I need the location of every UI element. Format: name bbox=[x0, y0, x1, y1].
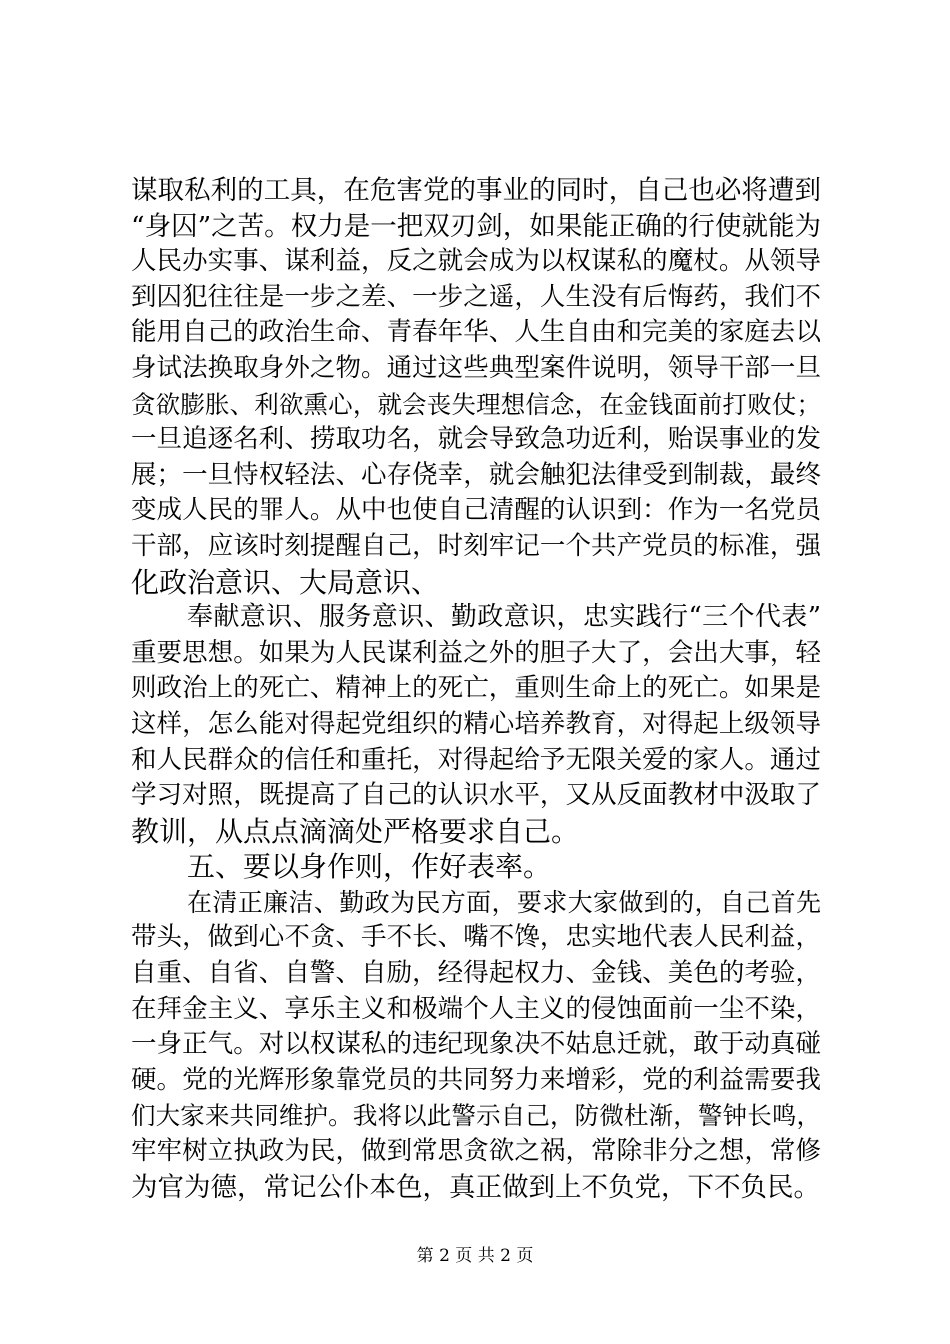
text-line: 奉献意识、服务意识、勤政意识，忠实践行“三个代表” bbox=[187, 602, 821, 633]
text-line: 学习对照，既提高了自己的认识水平，又从反面教材中汲取了 bbox=[131, 780, 821, 811]
text-line: 硬。党的光辉形象靠党员的共同努力来增彩，党的利益需要我 bbox=[131, 1064, 821, 1095]
text-line: “身囚”之苦。权力是一把双刃剑，如果能正确的行使就能为 bbox=[131, 210, 821, 242]
page-footer: 第 2 页 共 2 页 bbox=[416, 1246, 534, 1266]
text-line: 在清正廉洁、勤政为民方面，要求大家做到的，自己首先 bbox=[187, 887, 821, 917]
text-line: 在拜金主义、享乐主义和极端个人主义的侵蚀面前一尘不染， bbox=[131, 993, 821, 1024]
text-line: 身试法换取身外之物。通过这些典型案件说明，领导干部一旦 bbox=[131, 352, 821, 383]
text-line: 教训，从点点滴滴处严格要求自己。 bbox=[131, 814, 580, 848]
text-line: 这样，怎么能对得起党组织的精心培养教育，对得起上级领导 bbox=[131, 708, 821, 739]
text-line: 干部，应该时刻提醒自己，时刻牢记一个共产党员的标准，强 bbox=[131, 530, 821, 561]
text-line: 能用自己的政治生命、青春年华、人生自由和完美的家庭去以 bbox=[131, 317, 821, 348]
text-line: 牢牢树立执政为民，做到常思贪欲之祸，常除非分之想，常修 bbox=[131, 1136, 821, 1167]
body-text bbox=[131, 173, 821, 1205]
text-line: 化政治意识、大局意识、 bbox=[131, 565, 440, 599]
text-line: 则政治上的死亡、精神上的死亡，重则生命上的死亡。如果是 bbox=[131, 673, 821, 704]
text-line: 五、要以身作则，作好表率。 bbox=[187, 850, 552, 884]
text-line: 贪欲膨胀、利欲熏心，就会丧失理想信念，在金钱面前打败仗； bbox=[131, 389, 821, 419]
text-line: 们大家来共同维护。我将以此警示自己，防微杜渐，警钟长鸣， bbox=[131, 1101, 821, 1131]
text-line: 一身正气。对以权谋私的违纪现象决不姑息迁就，敢于动真碰 bbox=[131, 1029, 821, 1060]
text-line: 谋取私利的工具，在危害党的事业的同时，自己也必将遭到 bbox=[131, 175, 821, 206]
text-line: 带头，做到心不贪、手不长、嘴不馋，忠实地代表人民利益， bbox=[131, 922, 821, 953]
text-line: 变成人民的罪人。从中也使自己清醒的认识到：作为一名党员 bbox=[131, 495, 821, 526]
text-line: 一旦追逐名利、捞取功名，就会导致急功近利，贻误事业的发 bbox=[131, 424, 821, 455]
text-line: 和人民群众的信任和重托，对得起给予无限关爱的家人。通过 bbox=[131, 744, 821, 775]
text-line: 自重、自省、自警、自励，经得起权力、金钱、美色的考验， bbox=[131, 958, 821, 989]
text-line: 为官为德，常记公仆本色，真正做到上不负党，下不负民。 bbox=[131, 1171, 820, 1203]
text-line: 重要思想。如果为人民谋利益之外的胆子大了，会出大事，轻 bbox=[131, 637, 821, 668]
text-line: 展；一旦恃权轻法、心存侥幸，就会触犯法律受到制裁，最终 bbox=[131, 459, 821, 490]
text-line: 到囚犯往往是一步之差、一步之遥，人生没有后悔药，我们不 bbox=[131, 281, 821, 312]
text-line: 人民办实事、谋利益，反之就会成为以权谋私的魔杖。从领导 bbox=[131, 246, 821, 277]
